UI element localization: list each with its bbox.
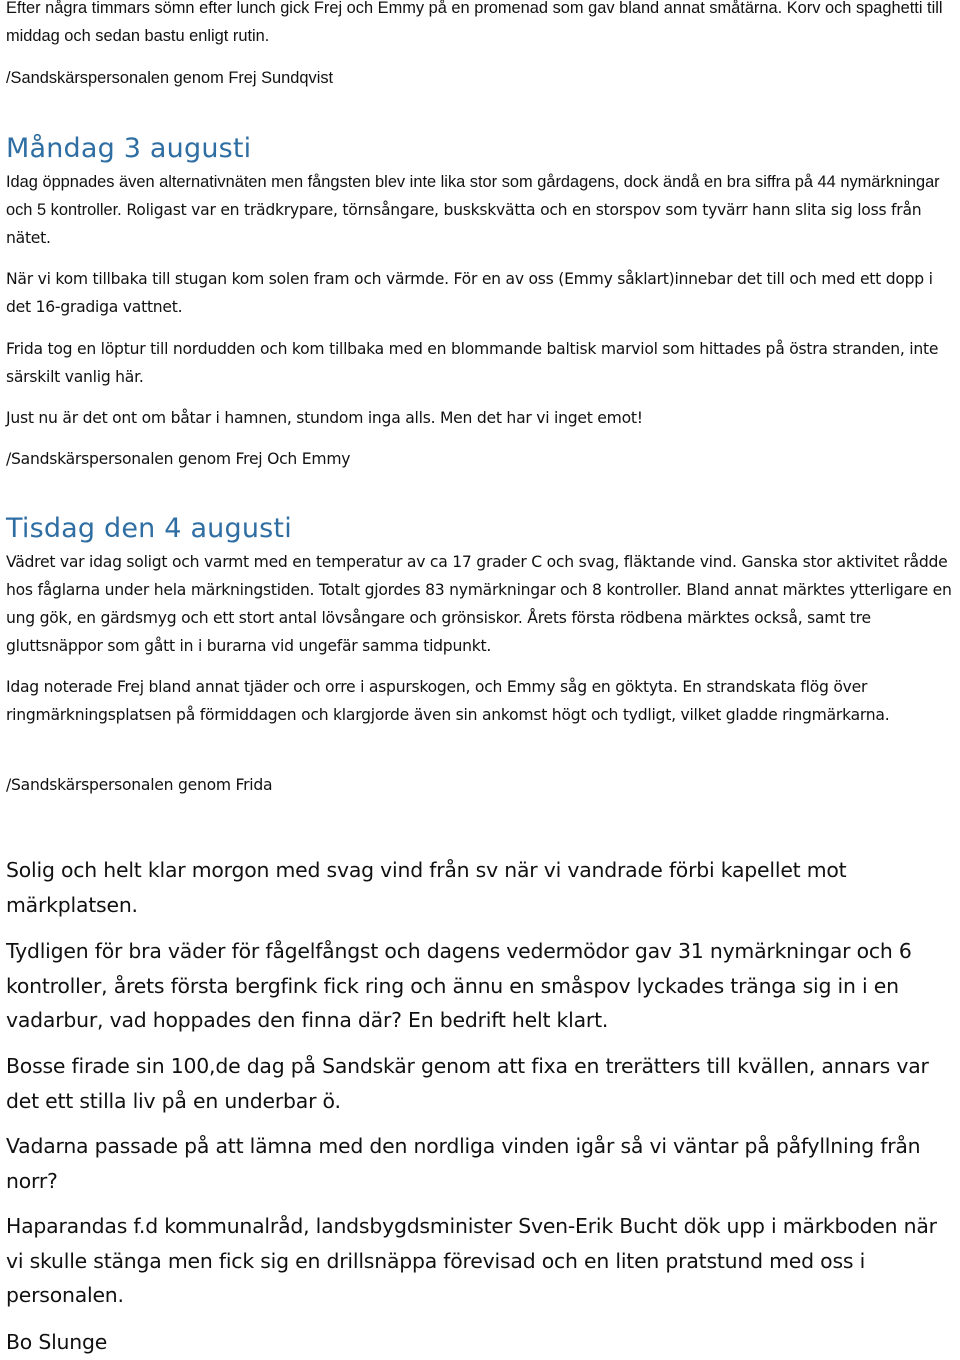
signature-bo-slunge: Bo Slunge — [6, 1330, 108, 1354]
intro-paragraph: Efter några timmars sömn efter lunch gick Frej och Emmy på en promenad som gav bland annat småtärna. Korv och spaghetti till middag och sedan bastu enligt rutin. — [6, 0, 943, 45]
signature-frida: /Sandskärspersonalen genom Frida — [6, 776, 273, 794]
paragraph-day3-1: Solig och helt klar morgon med svag vind från sv när vi vandrade förbi kapellet mot märkplatsen. — [6, 858, 847, 917]
paragraph-day3-2: Tydligen för bra väder för fågelfångst och dagens vedermödor gav 31 nymärkningar och 6 kontroller, årets första bergfink fick ring och ännu en småspov lyckades tränga sig in i en vadarbur, vad hoppades den finna där? En bedrift helt klart. — [6, 939, 912, 1032]
heading-mandag-3-augusti: Måndag 3 augusti — [6, 133, 252, 164]
paragraph-tisdag-2: Idag noterade Frej bland annat tjäder och orre i aspurskogen, och Emmy såg en göktyta. En strandskata flög över ringmärkningsplatsen på förmiddagen och klargjorde även sin ankomst högt och tydligt, vilket gladde ringmärkarna. — [6, 678, 890, 724]
paragraph-mandag-1 — [6, 168, 958, 252]
paragraph-mandag-1-part-b: Roligast var en trädkrypare, törnsångare, buskskvätta och en storspov som tyvärr hann slita sig loss från nätet. — [6, 201, 922, 247]
paragraph-day3-5: Haparandas f.d kommunalråd, landsbygdsminister Sven-Erik Bucht dök upp i märkboden när vi skulle stänga men fick sig en drillsnäppa förevisad och en liten pratstund med oss i personalen. — [6, 1214, 937, 1307]
heading-tisdag-4-augusti: Tisdag den 4 augusti — [6, 513, 292, 544]
paragraph-mandag-2: När vi kom tillbaka till stugan kom solen fram och värmde. För en av oss (Emmy såklart)innebar det till och med ett dopp i det 16-gradiga vattnet. — [6, 270, 933, 316]
paragraph-mandag-3: Frida tog en löptur till nordudden och kom tillbaka med en blommande baltisk marviol som hittades på östra stranden, inte särskilt vanlig här. — [6, 340, 939, 386]
paragraph-tisdag-1: Vädret var idag soligt och varmt med en temperatur av ca 17 grader C och svag, fläktande vind. Ganska stor aktivitet rådde hos fåglarna under hela märkningstiden. Totalt gjordes 83 nymärkningar och 8 kontroller. Bland annat märktes ytterligare en ung gök, en gärdsmyg och ett stort antal lövsångare och grönsiskor. Årets första rödbena märktes också, samt tre gluttsnäppor som gått in i burarna vid ungefär samma tidpunkt. — [6, 553, 952, 655]
paragraph-mandag-1-part-a: Idag öppnades även alternativnäten men fångsten blev inte lika stor som gårdagens, dock ändå en bra siffra på 44 nymärkningar och 5 kontroller. — [6, 173, 940, 219]
paragraph-day3-3: Bosse firade sin 100,de dag på Sandskär genom att fixa en trerätters till kvällen, annars var det ett stilla liv på en underbar ö. — [6, 1054, 929, 1113]
paragraph-day3-4: Vadarna passade på att lämna med den nordliga vinden igår så vi väntar på påfyllning från norr? — [6, 1134, 921, 1193]
signature-frej-och-emmy: /Sandskärspersonalen genom Frej Och Emmy — [6, 450, 351, 468]
signature-frej-sundqvist: /Sandskärspersonalen genom Frej Sundqvist — [6, 69, 334, 87]
paragraph-mandag-4: Just nu är det ont om båtar i hamnen, stundom inga alls. Men det har vi inget emot! — [6, 409, 643, 427]
